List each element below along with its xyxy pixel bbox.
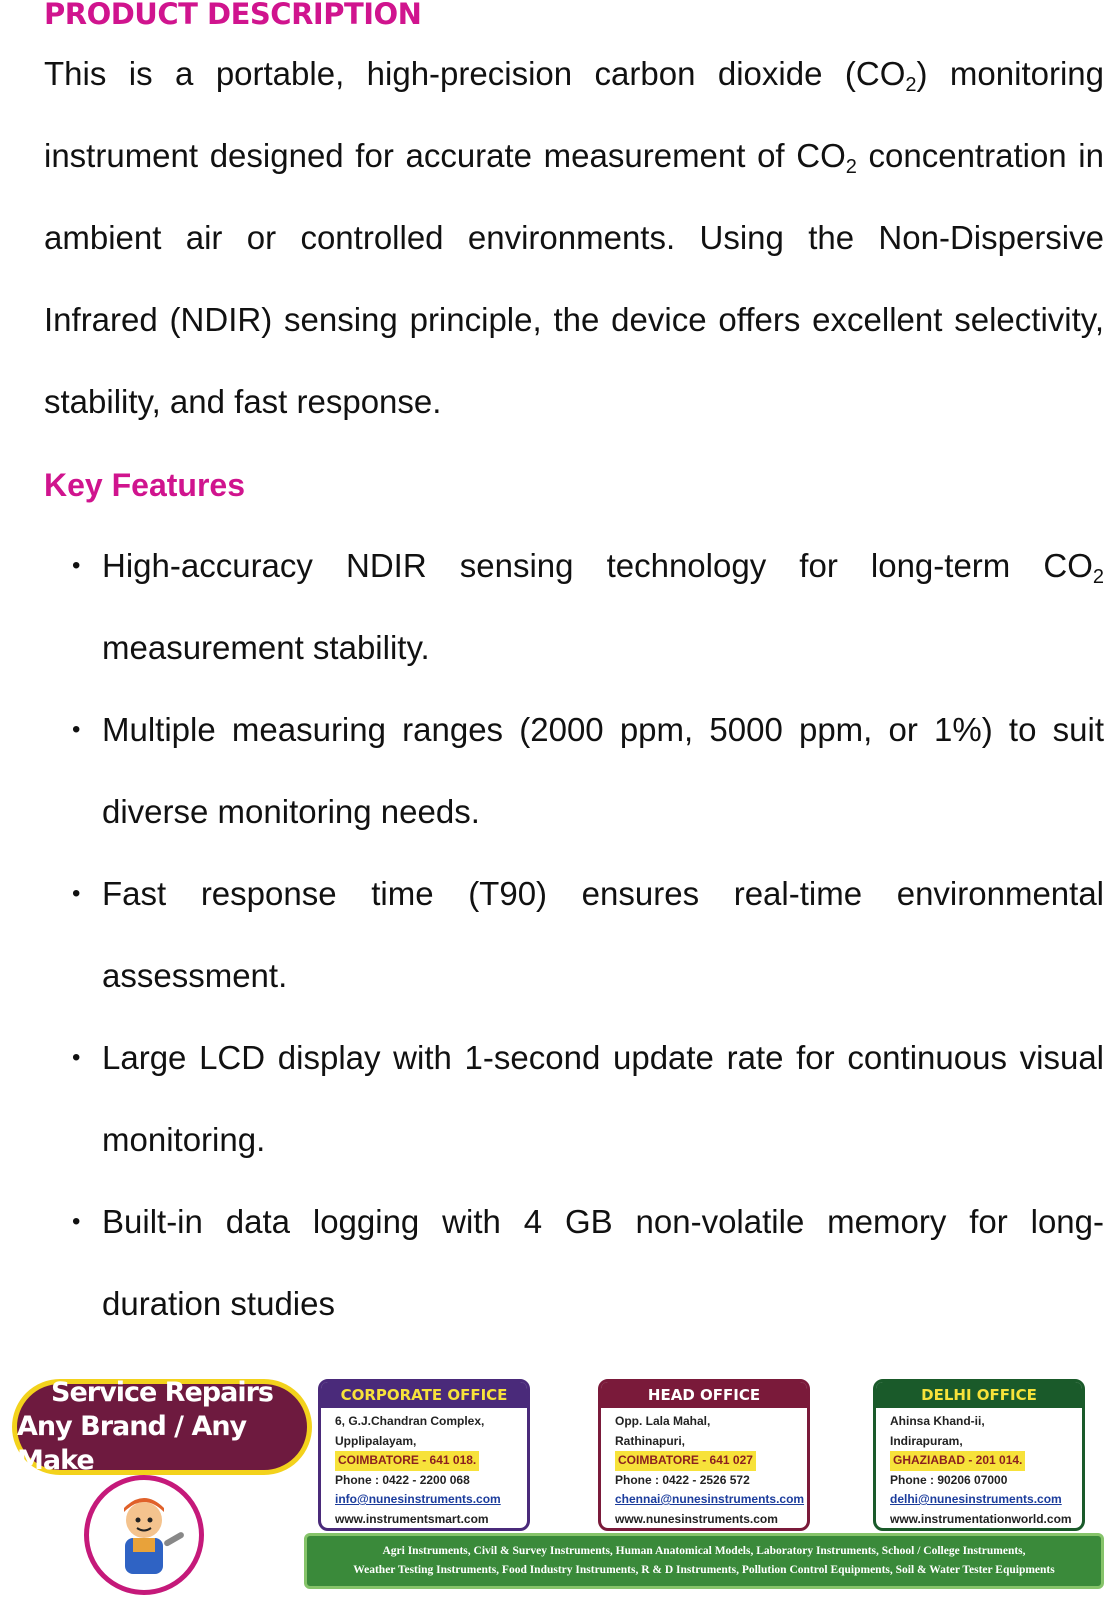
website-link[interactable]: www.nunesinstruments.com xyxy=(615,1511,778,1526)
bullet-icon: • xyxy=(72,552,81,579)
mechanic-mascot-icon xyxy=(84,1475,204,1595)
feature-item: • High-accuracy NDIR sensing technology for long-term $CO_2$ measurement stability. xyxy=(72,525,1104,689)
email-link[interactable]: delhi@nunesinstruments.com xyxy=(890,1492,1062,1506)
description-line: ambient air or controlled environments. Using the Non-Dispersive xyxy=(44,219,1104,256)
feature-item: • Multiple measuring ranges (2000 ppm, 5000 ppm, or 1%) to suit diverse monitoring needs. xyxy=(72,689,1104,853)
service-repairs-badge: Service Repairs Any Brand / Any Make xyxy=(12,1379,312,1475)
bullet-icon: • xyxy=(72,716,81,743)
description-line: stability, and fast response. xyxy=(44,383,442,420)
feature-item: • Large LCD display with 1-second update rate for continuous visual monitoring. xyxy=(72,1017,1104,1181)
description-line: instrument designed for accurate measurement of $CO_2$ concentration in xyxy=(44,137,1104,178)
key-features-list xyxy=(72,525,1104,1345)
office-card-delhi: DELHI OFFICE Ahinsa Khand-ii, Indirapuram, GHAZIABAD - 201 014. Phone : 90206 07000 delhi@nunesinstruments.com www.instrumentationworld.com xyxy=(873,1379,1085,1531)
feature-item: • Built-in data logging with 4 GB non-volatile memory for long- duration studies xyxy=(72,1181,1104,1345)
office-card-corporate: CORPORATE OFFICE 6, G.J.Chandran Complex, Upplipalayam, COIMBATORE - 641 018. Phone : 0422 - 2200 068 info@nunesinstruments.com www.instrumentsmart.com xyxy=(318,1379,530,1531)
description-line: Infrared (NDIR) sensing principle, the device offers excellent selectivity, xyxy=(44,301,1104,338)
website-link[interactable]: www.instrumentsmart.com xyxy=(335,1511,489,1526)
website-link[interactable]: www.instrumentationworld.com xyxy=(890,1511,1072,1526)
footer-advert xyxy=(0,1375,1112,1600)
page-heading: PRODUCT DESCRIPTION xyxy=(44,0,422,31)
office-card-head: HEAD OFFICE Opp. Lala Mahal, Rathinapuri, COIMBATORE - 641 027 Phone : 0422 - 2526 572 chennai@nunesinstruments.com www.nunesinstruments.com xyxy=(598,1379,810,1531)
bullet-icon: • xyxy=(72,1208,81,1235)
bullet-icon: • xyxy=(72,880,81,907)
feature-item: • Fast response time (T90) ensures real-time environmental assessment. xyxy=(72,853,1104,1017)
product-description xyxy=(44,33,1104,443)
key-features-heading: Key Features xyxy=(44,467,245,503)
email-link[interactable]: chennai@nunesinstruments.com xyxy=(615,1492,805,1506)
description-line: This is a portable, high-precision carbon dioxide $(CO_2)$ monitoring xyxy=(44,55,1104,96)
email-link[interactable]: info@nunesinstruments.com xyxy=(335,1492,501,1506)
product-categories-banner: Agri Instruments, Civil & Survey Instruments, Human Anatomical Models, Laboratory Instruments, School / College Instruments, Weather Testing Instruments, Food Industry Instruments, R & D Instruments, Pollution Control Equipments, Soil & Water Tester Equipments xyxy=(304,1533,1104,1589)
bullet-icon: • xyxy=(72,1044,81,1071)
